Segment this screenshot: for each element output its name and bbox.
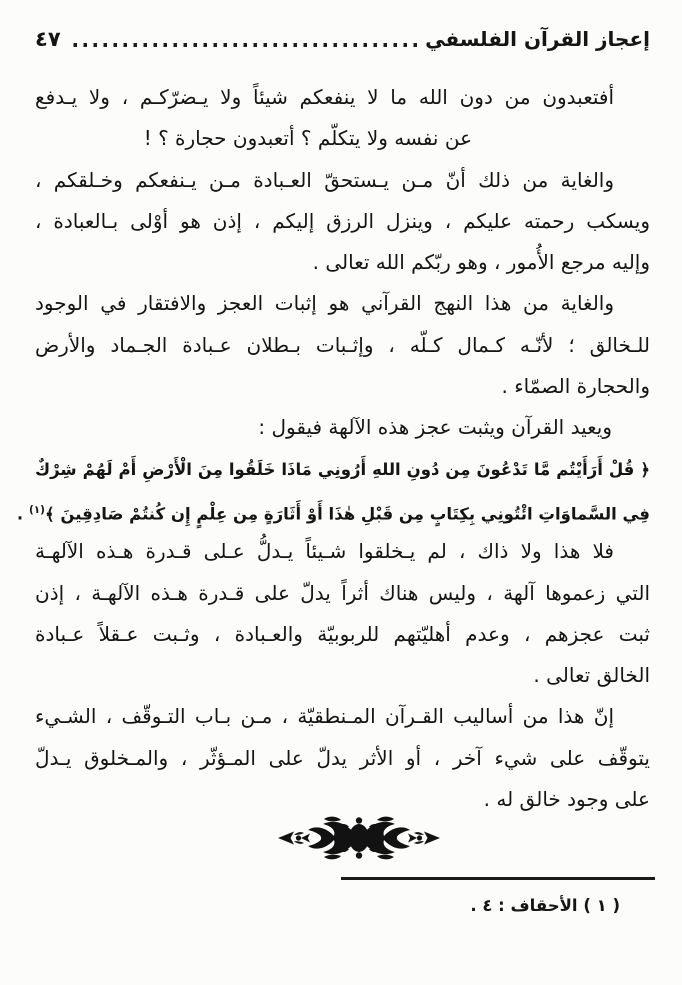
footnote xyxy=(470,889,620,923)
text-line: والغاية من ذلك أنّ مـن يـستحقّ العـبادة مـن يـنفعكم وخـلقكم ، xyxy=(35,167,614,192)
text-line: ويسكب رحمته عليكم ، وينزل الرزق إليكم ، إذن هو أوْلى بـالعبادة ، xyxy=(35,208,650,233)
text-line: التي زعموها آلهة ، وليس هناك أثراً يدلّ على قـدرة هـذه الآلهـة ، إذن xyxy=(35,580,650,605)
text-line: للـخالق ؛ لأنّـه كـمال كـلّه ، وإثـبات بـطلان عـبادة الجـماد والأرض xyxy=(35,332,650,357)
paragraph-1 xyxy=(35,77,650,160)
text-line: يتوقّف على شيء آخر ، أو الأثر يدلّ على المـؤثّر ، والمـخلوق يـدلّ xyxy=(35,745,650,770)
verse-line xyxy=(16,490,650,531)
verse-end-period: . xyxy=(16,504,29,524)
text-line: وإليه مرجع الأُمور ، وهو ربّكم الله تعالى . xyxy=(312,250,650,275)
page-title: إعجاز القرآن الفلسفي xyxy=(425,27,650,51)
footnote-text: ( ١ ) الأحقاف : ٤ . xyxy=(470,896,620,915)
page-header xyxy=(35,24,650,54)
quran-verse xyxy=(16,449,650,532)
text-line: إنّ هذا من أساليب القـرآن المـنطقيّة ، مـن بـاب التـوقّف ، الشـيء xyxy=(35,704,614,729)
text-line: والحجارة الصمّاء . xyxy=(501,374,650,399)
paragraph-4 xyxy=(35,407,650,448)
paragraph-7 xyxy=(35,696,650,820)
text-line: على وجود خالق له . xyxy=(483,787,650,812)
arabesque-divider-icon xyxy=(277,815,441,865)
text-line: عن نفسه ولا يتكلّم ؟ أتعبدون حجارة ؟ ! xyxy=(143,126,472,151)
text-line: الخالق تعالى . xyxy=(533,663,650,688)
text-line: فلا هذا ولا ذاك ، لم يـخلقوا شـيئاً يـدلُّ عـلى قـدرة هـذه الآلهـة xyxy=(35,539,614,564)
text-line: والغاية من هذا النهج القرآني هو إثبات العجز والافتقار في الوجود xyxy=(35,291,614,316)
verse-line: ﴿ قُلْ أَرَأَيْتُم مَّا تَدْعُونَ مِن دُونِ اللهِ أَرُونِي مَاذَا خَلَقُوا مِنَ الْأَرْضِ أَمْ لَهُمْ شِرْكٌ xyxy=(35,459,650,479)
footnote-ref-marker: (١) xyxy=(28,503,45,516)
page-number: ٤٧ xyxy=(35,27,61,51)
text-line: ثبت عجزهم ، وعدم أهليّتهم للربوبيّة والعـبادة ، وثـبت عـقلاً عـبادة xyxy=(35,621,650,646)
paragraph-6 xyxy=(35,531,650,696)
body-text xyxy=(16,77,650,820)
footnote-separator xyxy=(341,877,655,880)
text-line: ويعيد القرآن ويثبت عجز هذه الآلهة فيقول : xyxy=(258,415,612,440)
verse-text: فِي السَّماوَاتِ ائْتُونِي بِكِتَابٍ مِن قَبْلِ هٰذَا أَوْ أَثَارَةٍ مِن عِلْمٍ إِن كُنتُمْ صَادِقِينَ ﴾ xyxy=(44,504,650,524)
paragraph-2 xyxy=(35,160,650,284)
dotted-leader xyxy=(69,43,417,47)
paragraph-3 xyxy=(35,283,650,407)
text-line: أفتعبدون من دون الله ما لا ينفعكم شيئاً ولا يـضرّكـم ، ولا يـدفع xyxy=(35,85,614,109)
